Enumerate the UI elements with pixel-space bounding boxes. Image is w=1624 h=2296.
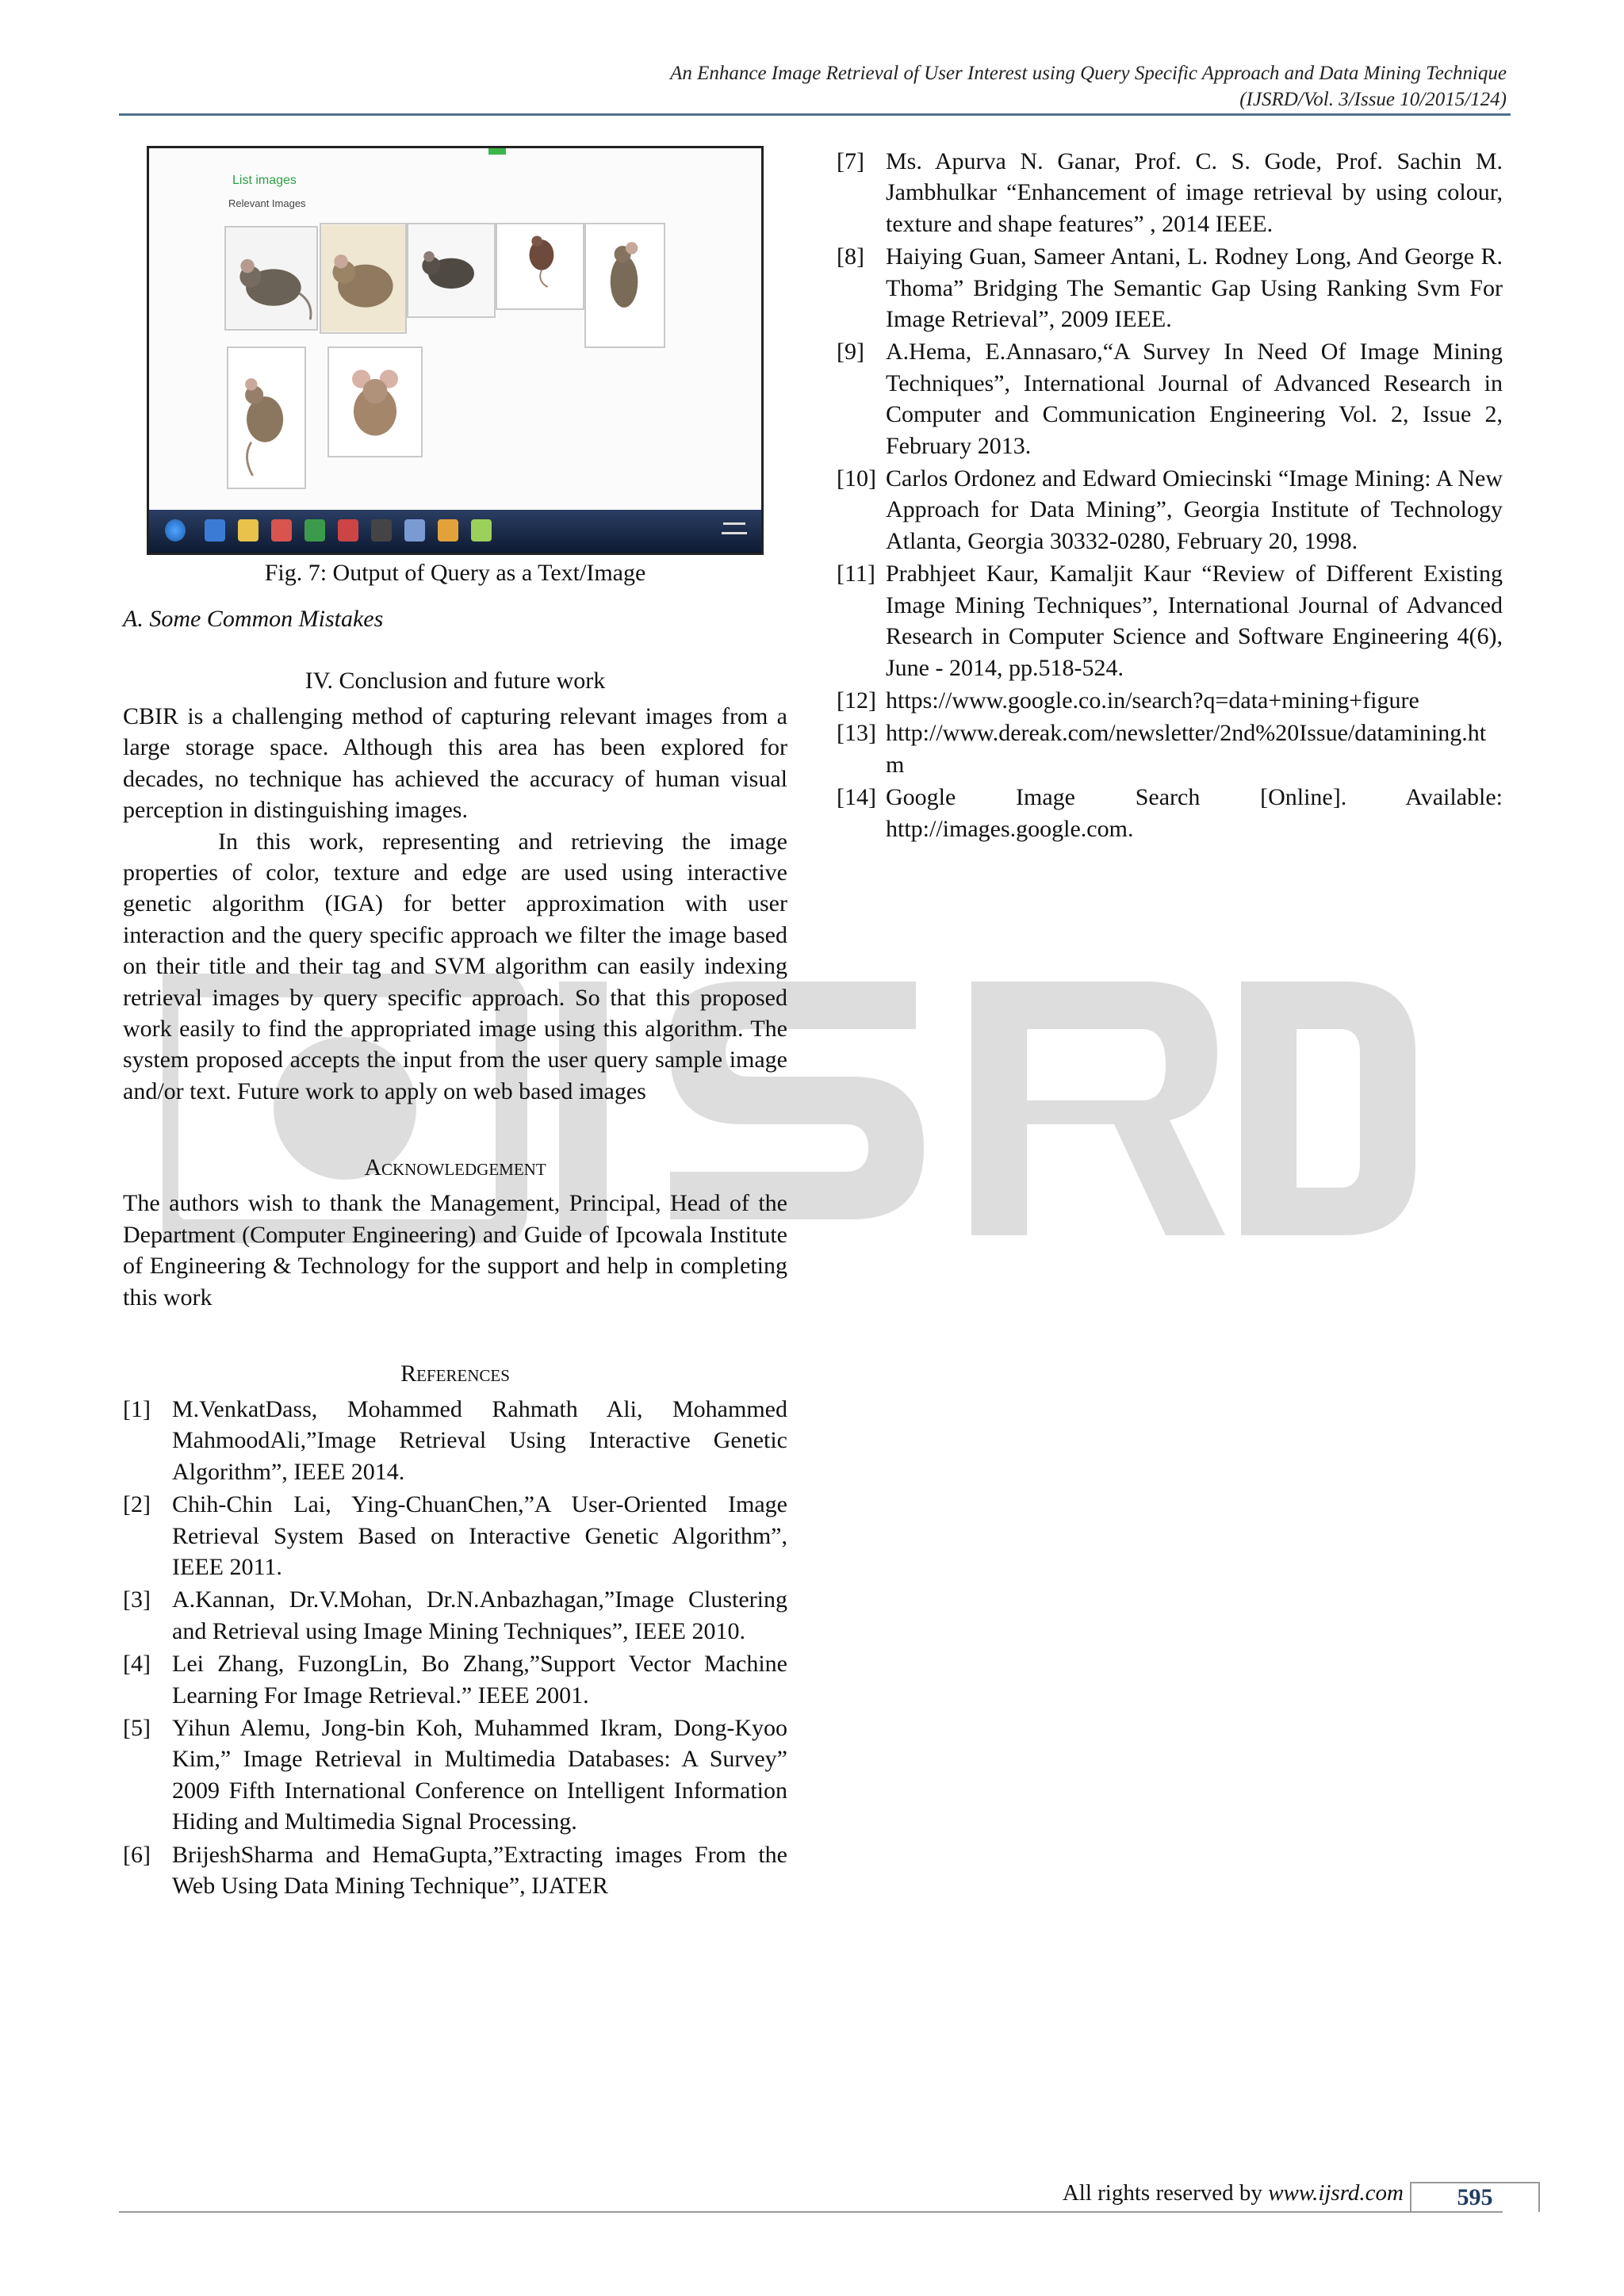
reference-item — [123, 1489, 787, 1582]
reference-item — [123, 1648, 787, 1711]
section-heading-acknowledgement: Acknowledgement — [364, 1154, 546, 1181]
reference-text: Ms. Apurva N. Ganar, Prof. C. S. Gode, Prof. Sachin M. Jambhulkar “Enhancement of image retrieval by using colour, texture and shape features” , 2014 IEEE. — [886, 148, 1503, 237]
reference-item — [837, 558, 1503, 683]
screen-subtitle: Relevant Images — [228, 197, 306, 209]
figure-screenshot — [147, 146, 764, 555]
left-column — [123, 146, 787, 1903]
page-number: 595 — [1410, 2182, 1540, 2212]
reference-item — [123, 1394, 787, 1487]
reference-number: [9] — [837, 339, 864, 365]
window-indicator — [488, 148, 506, 155]
reference-link[interactable]: https://www.google.co.in/search?q=data+mining+figure — [886, 687, 1419, 714]
reference-text: Chih-Chin Lai, Ying-ChuanChen,”A User-Oriented Image Retrieval System Based on Interactive Genetic Algorithm”, IEEE 2011. — [172, 1491, 787, 1580]
footer-site-link[interactable]: www.ijsrd.com — [1268, 2180, 1404, 2206]
mouse-thumbnail — [327, 346, 423, 457]
reference-list — [123, 1394, 787, 1902]
footer-rights — [872, 2179, 1404, 2207]
footer-prefix: All rights reserved by — [1062, 2180, 1269, 2206]
taskbar-app-icon — [371, 519, 392, 541]
taskbar-app-icon — [471, 519, 492, 541]
reference-text: Google Image Search [Online]. Available: http://images.google.com. — [886, 784, 1503, 842]
taskbar-app-icon — [338, 519, 358, 541]
mouse-thumbnail — [227, 346, 306, 489]
subsection-heading: A. Some Common Mistakes — [123, 606, 384, 632]
reference-number: [10] — [837, 465, 876, 492]
reference-number: [12] — [837, 687, 876, 714]
reference-text: Haiying Guan, Sameer Antani, L. Rodney Long, And George R. Thoma” Bridging The Semantic Gap Using Ranking Svm For Image Retrieval”, 2009 IEEE. — [886, 243, 1503, 333]
header-rule — [119, 113, 1511, 116]
reference-number: [4] — [123, 1651, 151, 1678]
taskbar-app-icon — [304, 519, 325, 541]
taskbar-app-icon — [438, 519, 458, 541]
reference-number: [14] — [837, 784, 876, 811]
mouse-thumbnail — [320, 223, 407, 334]
reference-text: BrijeshSharma and HemaGupta,”Extracting images From the Web Using Data Mining Technique”, IJATER — [172, 1841, 787, 1899]
reference-number: [11] — [837, 561, 875, 587]
os-taskbar — [149, 510, 761, 553]
reference-item — [837, 463, 1503, 557]
start-button — [165, 519, 186, 541]
reference-item — [837, 685, 1503, 716]
mouse-thumbnail — [584, 223, 665, 348]
header-issue: (IJSRD/Vol. 3/Issue 10/2015/124) — [1239, 89, 1507, 110]
reference-item — [123, 1712, 787, 1838]
reference-item — [837, 241, 1503, 335]
body-paragraph: CBIR is a challenging method of capturing relevant images from a large storage space. Although this area has been explored for decades, no technique has achieved the accuracy of human visual perception in distinguishing images. — [123, 703, 787, 824]
running-header — [119, 60, 1507, 113]
reference-number: [6] — [123, 1841, 151, 1868]
reference-text: Yihun Alemu, Jong-bin Koh, Muhammed Ikram, Dong-Kyoo Kim,” Image Retrieval in Multimedia Databases: A Survey” 2009 Fifth International Conference on Intelligent Information Hiding and Multimedia Signal Processing. — [172, 1714, 787, 1835]
reference-number: [1] — [123, 1395, 151, 1422]
taskbar-clock-icon — [717, 518, 752, 543]
reference-number: [5] — [123, 1714, 151, 1741]
reference-number: [7] — [837, 148, 864, 174]
taskbar-app-icon — [238, 519, 259, 541]
footer-rule — [119, 2211, 1503, 2213]
reference-link[interactable]: http://www.dereak.com/newsletter/2nd%20Issue/datamining.htm — [886, 720, 1487, 778]
reference-item — [837, 336, 1503, 461]
body-paragraph: In this work, representing and retrieving the image properties of color, texture and edge are used using interactive genetic algorithm (IGA) for better approximation with user interaction and the query specific approach we filter the image based on their title and their tag and SVM algorithm can easily indexing retrieval images by query specific approach. So that this proposed work easily to find the appropriated image using this algorithm. The system proposed accepts the input from the user query sample image and/or text. Future work to apply on web based images — [123, 828, 787, 1104]
reference-number: [2] — [123, 1491, 151, 1518]
reference-item — [123, 1584, 787, 1647]
reference-item — [837, 146, 1503, 239]
figure-caption: Fig. 7: Output of Query as a Text/Image — [264, 560, 646, 586]
reference-text: M.VenkatDass, Mohammed Rahmath Ali, Mohammed MahmoodAli,”Image Retrieval Using Interactive Genetic Algorithm”, IEEE 2014. — [172, 1395, 787, 1485]
reference-number: [8] — [837, 243, 864, 270]
reference-list — [837, 146, 1503, 844]
header-title: An Enhance Image Retrieval of User Interest using Query Specific Approach and Data Mining Technique — [670, 63, 1507, 84]
reference-number: [13] — [837, 720, 876, 747]
reference-text: Carlos Ordonez and Edward Omiecinski “Image Mining: A New Approach for Data Mining”, Georgia Institute of Technology Atlanta, Georgia 30332-0280, February 20, 1998. — [886, 465, 1503, 554]
section-heading-conclusion: IV. Conclusion and future work — [304, 668, 606, 694]
reference-number: [3] — [123, 1586, 151, 1613]
screen-title: List images — [232, 174, 297, 187]
taskbar-app-icon — [271, 519, 292, 541]
mouse-thumbnail — [407, 223, 496, 318]
reference-text: A.Hema, E.Annasaro,“A Survey In Need Of Image Mining Techniques”, International Journal of Advanced Research in Computer and Communication Engineering Vol. 2, Issue 2, February 2013. — [886, 339, 1503, 459]
reference-text: Lei Zhang, FuzongLin, Bo Zhang,”Support Vector Machine Learning For Image Retrieval.” IEEE 2001. — [172, 1651, 787, 1709]
mouse-thumbnail — [496, 223, 584, 310]
reference-text: Prabhjeet Kaur, Kamaljit Kaur “Review of Different Existing Image Mining Techniques”, International Journal of Advanced Research in Computer Science and Software Engineering 4(6), June - 2014, pp.518-524. — [886, 561, 1503, 681]
reference-item — [837, 718, 1503, 780]
reference-item — [837, 782, 1503, 844]
taskbar-app-icon — [404, 519, 425, 541]
reference-item — [123, 1839, 787, 1902]
acknowledgement-text: The authors wish to thank the Management, Principal, Head of the Department (Computer Engineering) and Guide of Ipcowala Institute of Engineering & Technology for the support and help in completing this work — [123, 1190, 787, 1311]
taskbar-app-icon — [205, 519, 225, 541]
reference-text: A.Kannan, Dr.V.Mohan, Dr.N.Anbazhagan,”Image Clustering and Retrieval using Image Mining Techniques”, IEEE 2010. — [172, 1586, 787, 1644]
section-heading-references: References — [400, 1360, 510, 1387]
mouse-thumbnail — [224, 226, 318, 331]
right-column — [837, 146, 1503, 846]
